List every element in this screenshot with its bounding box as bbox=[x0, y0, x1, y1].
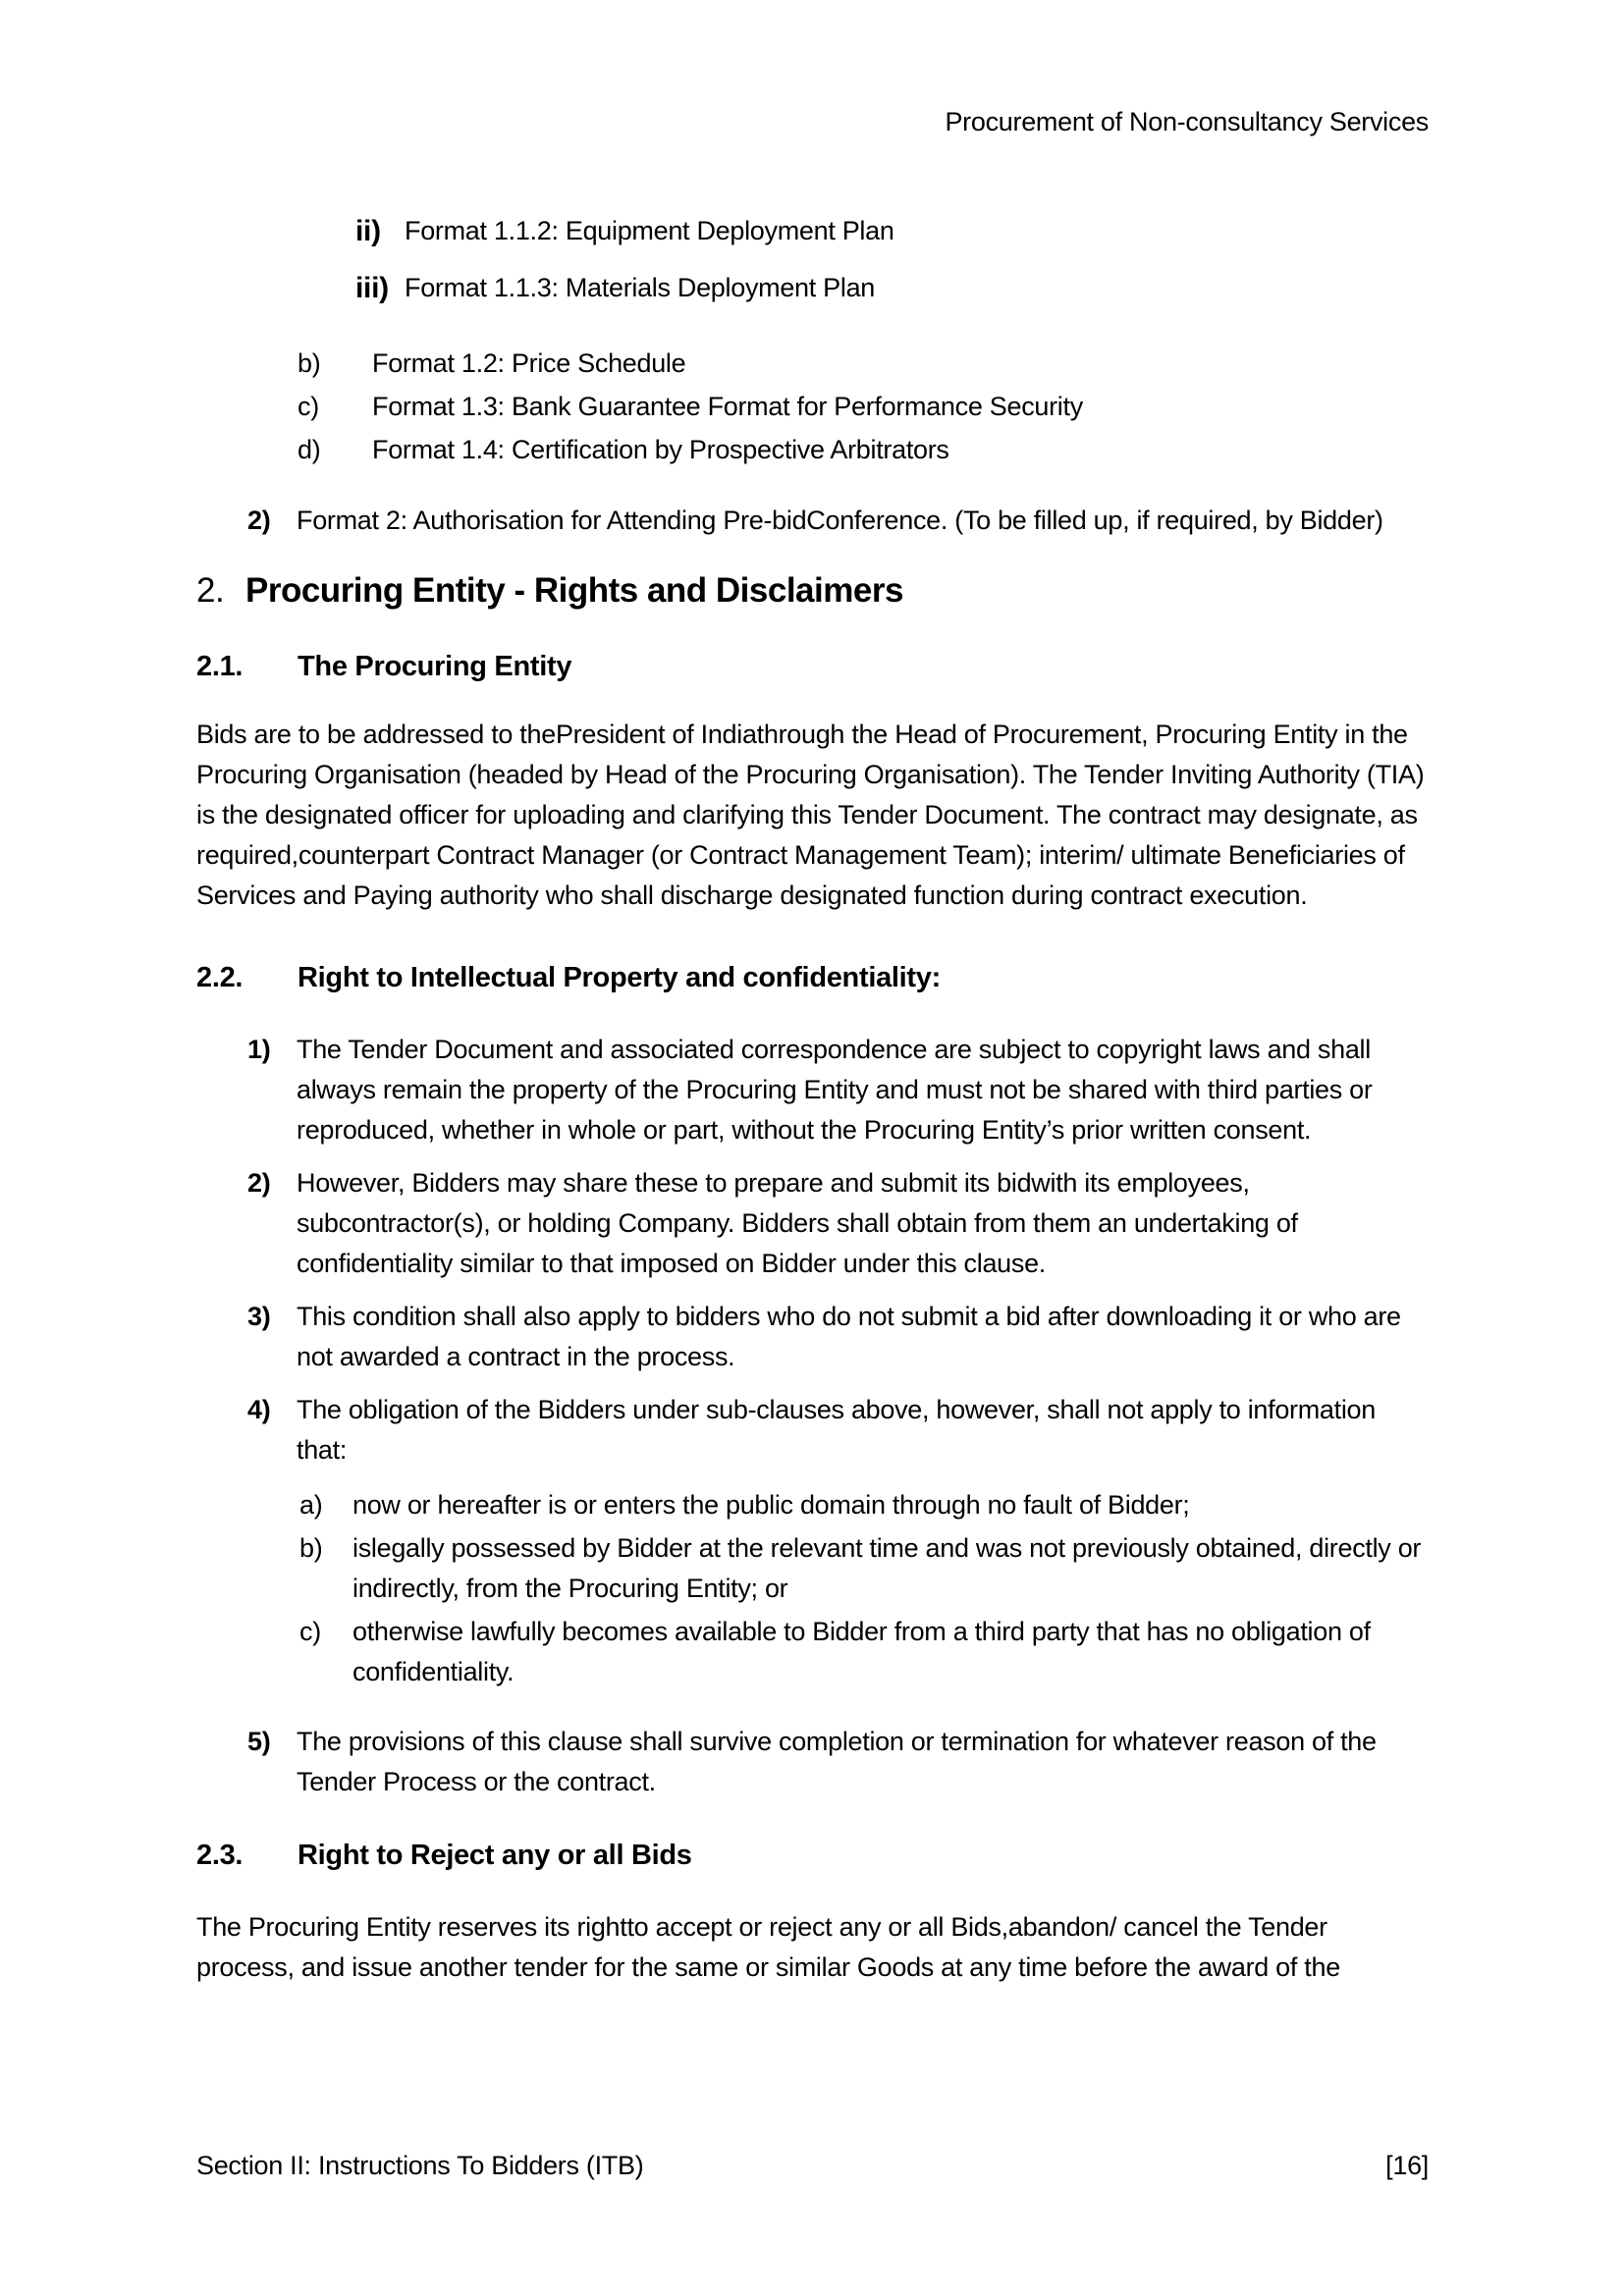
subsection-heading bbox=[196, 1836, 1429, 1875]
list-item-text: Format 1.1.3: Materials Deployment Plan bbox=[405, 273, 876, 302]
list-item bbox=[196, 268, 1429, 308]
subsection-title: Right to Intellectual Property and confidentiality: bbox=[298, 962, 941, 993]
list-item bbox=[196, 344, 1429, 384]
subsection-number: 2.2. bbox=[196, 962, 244, 993]
page-header bbox=[196, 102, 1429, 142]
list-marker: a) bbox=[299, 1490, 323, 1520]
list-marker: 5) bbox=[247, 1727, 271, 1756]
list-item bbox=[196, 387, 1429, 427]
list-marker: c) bbox=[299, 1617, 321, 1646]
list-marker: d) bbox=[298, 435, 321, 464]
list-marker: iii) bbox=[355, 272, 389, 304]
paragraph: Bids are to be addressed to thePresident of Indiathrough the Head of Procurement, Procuring Entity in the Procuring Organisation (headed by Head of the Procuring Organisation). The Tender Inviting Authority (TIA) is the designated officer for uploading and clarifying this Tender Document. The contract may designate, as required,counterpart Contract Manager (or Contract Management Team); interim/ ultimate Beneficiaries of Services and Paying authority who shall discharge designated function during contract execution. bbox=[196, 720, 1425, 910]
list-marker: 4) bbox=[247, 1395, 271, 1424]
list-marker: 2) bbox=[247, 506, 271, 535]
list-item-text: The Tender Document and associated correspondence are subject to copyright laws and shall always remain the property of the Procuring Entity and must not be shared with third parties or reproduced, whether in whole or part, without the Procuring Entity’s prior written consent. bbox=[297, 1035, 1373, 1145]
footer-section-label: Section II: Instructions To Bidders (ITB) bbox=[196, 2151, 644, 2180]
list-item-text: The provisions of this clause shall survive completion or termination for whatever reason of the Tender Process or the contract. bbox=[297, 1727, 1377, 1796]
page-number: [16] bbox=[1385, 2151, 1429, 2180]
section-heading bbox=[196, 568, 1429, 614]
list-marker: 3) bbox=[247, 1302, 271, 1331]
subsection-title: Right to Reject any or all Bids bbox=[298, 1840, 692, 1871]
list-item bbox=[196, 1722, 1429, 1802]
section-title: Procuring Entity - Rights and Disclaimers bbox=[245, 571, 903, 610]
list-marker: b) bbox=[298, 348, 321, 378]
list-item-text: Format 2: Authorisation for Attending Pre-bidConference. (To be filled up, if required, by Bidder) bbox=[297, 506, 1383, 535]
list-item-text: Format 1.3: Bank Guarantee Format for Performance Security bbox=[372, 392, 1083, 421]
list-item bbox=[196, 1163, 1429, 1284]
header-text: Procurement of Non-consultancy Services bbox=[945, 107, 1429, 136]
list-marker: b) bbox=[299, 1533, 323, 1563]
list-item bbox=[196, 1030, 1429, 1150]
subsection-number: 2.3. bbox=[196, 1840, 244, 1871]
list-item-text: However, Bidders may share these to prepare and submit its bidwith its employees, subcontractor(s), or holding Company. Bidders shall obtain from them an undertaking of confidentiality similar to that imposed on Bidder under this clause. bbox=[297, 1168, 1298, 1278]
list-marker: 2) bbox=[247, 1168, 271, 1198]
list-item bbox=[196, 1297, 1429, 1377]
list-item bbox=[196, 430, 1429, 470]
list-item-text: This condition shall also apply to bidders who do not submit a bid after downloading it or who are not awarded a contract in the process. bbox=[297, 1302, 1401, 1371]
subsection-title: The Procuring Entity bbox=[298, 651, 572, 682]
list-item-text: The obligation of the Bidders under sub-clauses above, however, shall not apply to information that: bbox=[297, 1395, 1376, 1465]
list-item bbox=[196, 501, 1429, 541]
list-marker: 1) bbox=[247, 1035, 271, 1064]
list-item bbox=[196, 1485, 1429, 1525]
subsection-heading bbox=[196, 958, 1429, 997]
list-item-text: now or hereafter is or enters the public domain through no fault of Bidder; bbox=[352, 1490, 1190, 1520]
list-item bbox=[196, 1612, 1429, 1692]
list-item bbox=[196, 211, 1429, 251]
section-number: 2. bbox=[196, 571, 225, 610]
list-item-text: Format 1.4: Certification by Prospective Arbitrators bbox=[372, 435, 949, 464]
paragraph: The Procuring Entity reserves its rightto accept or reject any or all Bids,abandon/ cancel the Tender process, and issue another tender for the same or similar Goods at any time before the award of the bbox=[196, 1912, 1340, 1982]
list-item bbox=[196, 1528, 1429, 1609]
format-roman-list bbox=[196, 211, 1429, 308]
list-item-text: Format 1.1.2: Equipment Deployment Plan bbox=[405, 216, 894, 245]
list-item bbox=[196, 1390, 1429, 1470]
subsection-number: 2.1. bbox=[196, 651, 244, 682]
document-body bbox=[196, 211, 1429, 1988]
page-footer bbox=[196, 2146, 1429, 2186]
list-item-text: islegally possessed by Bidder at the relevant time and was not previously obtained, directly or indirectly, from the Procuring Entity; or bbox=[352, 1533, 1422, 1603]
list-item-text: otherwise lawfully becomes available to Bidder from a third party that has no obligation of confidentiality. bbox=[352, 1617, 1371, 1686]
list-marker: ii) bbox=[355, 215, 381, 247]
clause-sub-list bbox=[196, 1485, 1429, 1692]
clause-list bbox=[196, 1030, 1429, 1802]
format-alpha-list bbox=[196, 344, 1429, 470]
list-item-text: Format 1.2: Price Schedule bbox=[372, 348, 686, 378]
subsection-heading bbox=[196, 647, 1429, 686]
list-marker: c) bbox=[298, 392, 319, 421]
